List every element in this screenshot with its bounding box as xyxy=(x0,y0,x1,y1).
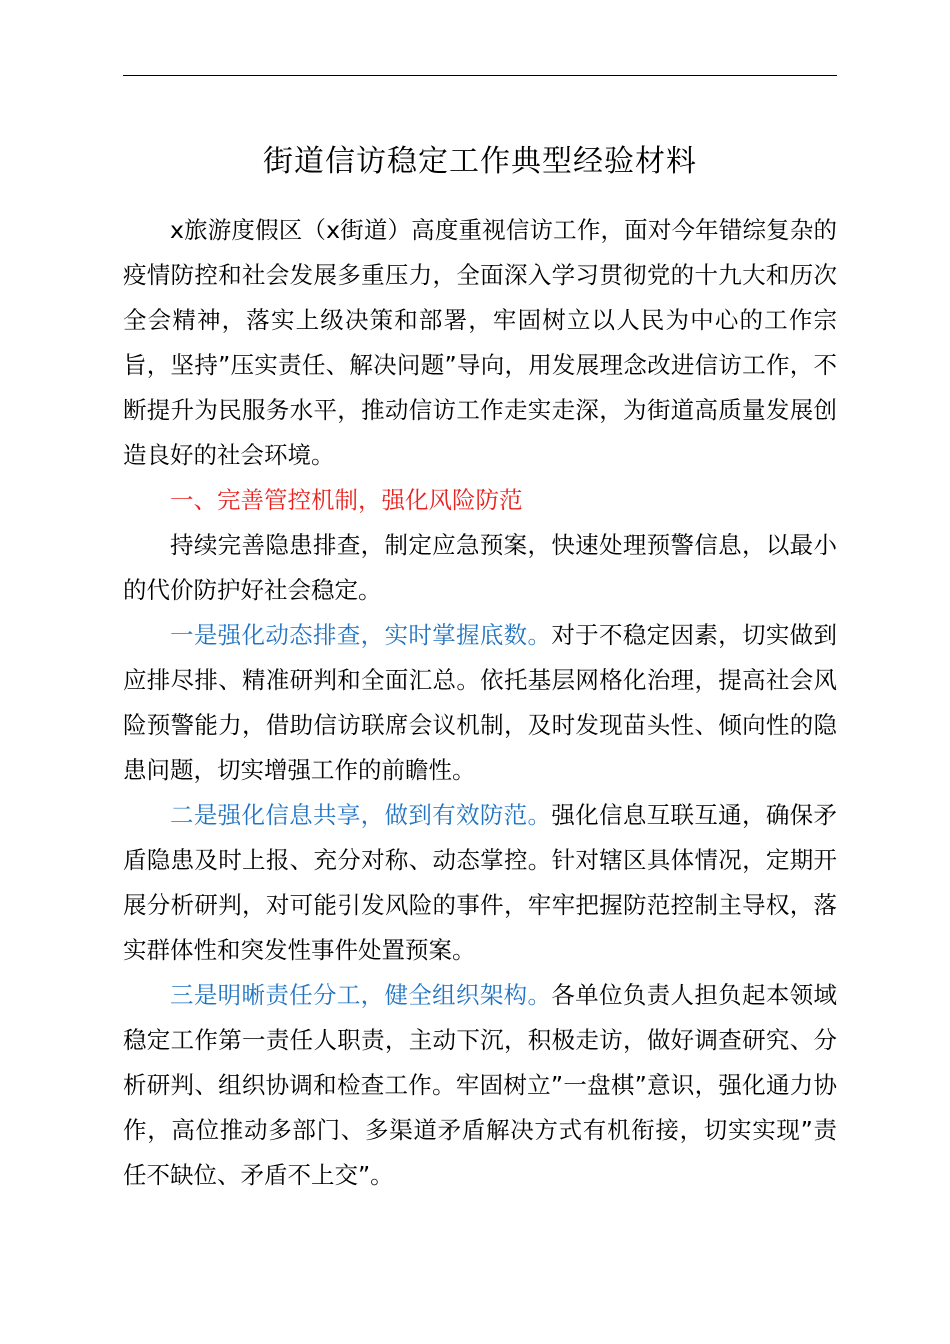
item-paragraph-1 xyxy=(123,613,837,793)
intro-paragraph: x旅游度假区（x街道）高度重视信访工作，面对今年错综复杂的疫情防控和社会发展多重压力，全面深入学习贯彻党的十九大和历次全会精神，落实上级决策和部署，牢固树立以人民为中心的工作宗旨，坚持”压实责任、解决问题”导向，用发展理念改进信访工作，不断提升为民服务水平，推动信访工作走实走深，为街道高质量发展创造良好的社会环境。 xyxy=(123,216,837,469)
section-summary: 持续完善隐患排查，制定应急预案，快速处理预警信息，以最小的代价防护好社会稳定。 xyxy=(123,531,837,604)
item-lead-3: 三是明晰责任分工，健全组织架构。 xyxy=(170,981,552,1009)
section-heading: 一、完善管控机制，强化风险防范 xyxy=(170,486,523,514)
header-rule xyxy=(123,75,837,76)
item-text-2: 强化信息互联互通，确保矛盾隐患及时上报、充分对称、动态掌控。针对辖区具体情况，定期开展分析研判，对可能引发风险的事件，牢牢把握防范控制主导权，落实群体性和突发性事件处置预案。 xyxy=(123,801,838,964)
item-paragraph-2 xyxy=(123,793,837,973)
document-body xyxy=(123,208,837,1198)
item-paragraph-3 xyxy=(123,973,837,1198)
document-title: 街道信访稳定工作典型经验材料 xyxy=(263,144,697,179)
item-lead-1: 一是强化动态排查，实时掌握底数。 xyxy=(170,621,552,649)
item-text-1: 对于不稳定因素，切实做到应排尽排、精准研判和全面汇总。依托基层网格化治理，提高社会风险预警能力，借助信访联席会议机制，及时发现苗头性、倾向性的隐患问题，切实增强工作的前瞻性。 xyxy=(123,621,838,784)
item-lead-2: 二是强化信息共享，做到有效防范。 xyxy=(170,801,552,829)
item-text-3: 各单位负责人担负起本领域稳定工作第一责任人职责，主动下沉，积极走访，做好调查研究、分析研判、组织协调和检查工作。牢固树立”一盘棋”意识，强化通力协作，高位推动多部门、多渠道矛盾解决方式有机衔接，切实实现”责任不缺位、矛盾不上交”。 xyxy=(123,981,838,1189)
